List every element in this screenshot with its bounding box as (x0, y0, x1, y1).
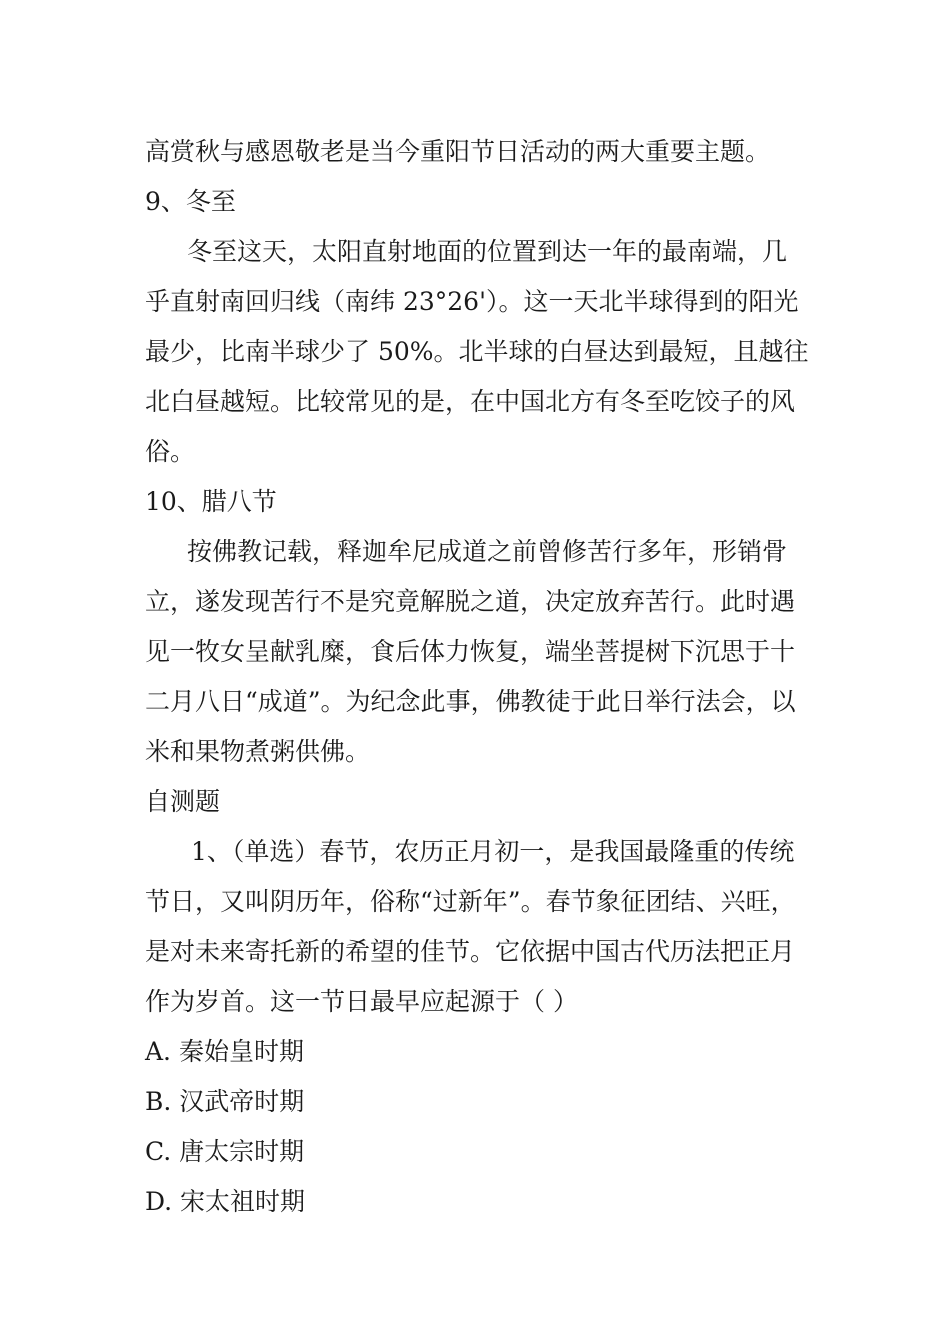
section-10-body: 按佛教记载，释迦牟尼成道之前曾修苦行多年，形销骨立，遂发现苦行不是究竟解脱之道，决定放弃苦行。此时遇见一牧女呈献乳糜，食后体力恢复，端坐菩提树下沉思于十二月八日“成道”。为纪念此事，佛教徒于此日举行法会，以米和果物煮粥供佛。 (145, 537, 796, 766)
option-c: C. 唐太宗时期 (145, 1137, 305, 1166)
intro-tail-paragraph: 高赏秋与感恩敬老是当今重阳节日活动的两大重要主题。 (145, 137, 771, 166)
document-body (145, 127, 810, 1227)
quiz-title: 自测题 (145, 787, 221, 816)
question-1: 1、（单选）春节，农历正月初一，是我国最隆重的传统节日，又叫阴历年，俗称“过新年”。春节象征团结、兴旺，是对未来寄托新的希望的佳节。它依据中国古代历法把正月作为岁首。这一节日最早应起源于（ ） (145, 837, 796, 1016)
section-9-body: 冬至这天，太阳直射地面的位置到达一年的最南端，几乎直射南回归线（南纬 23°26'）。这一天北半球得到的阳光最少，比南半球少了 50%。北半球的白昼达到最短，且越往北白昼越短。比较常见的是，在中国北方有冬至吃饺子的风俗。 (145, 237, 809, 466)
option-b: B. 汉武帝时期 (145, 1087, 305, 1116)
option-d: D. 宋太祖时期 (145, 1187, 306, 1216)
section-9-heading: 9、冬至 (145, 187, 236, 216)
section-10-heading: 10、腊八节 (145, 487, 277, 516)
option-a: A. 秦始皇时期 (145, 1037, 304, 1066)
